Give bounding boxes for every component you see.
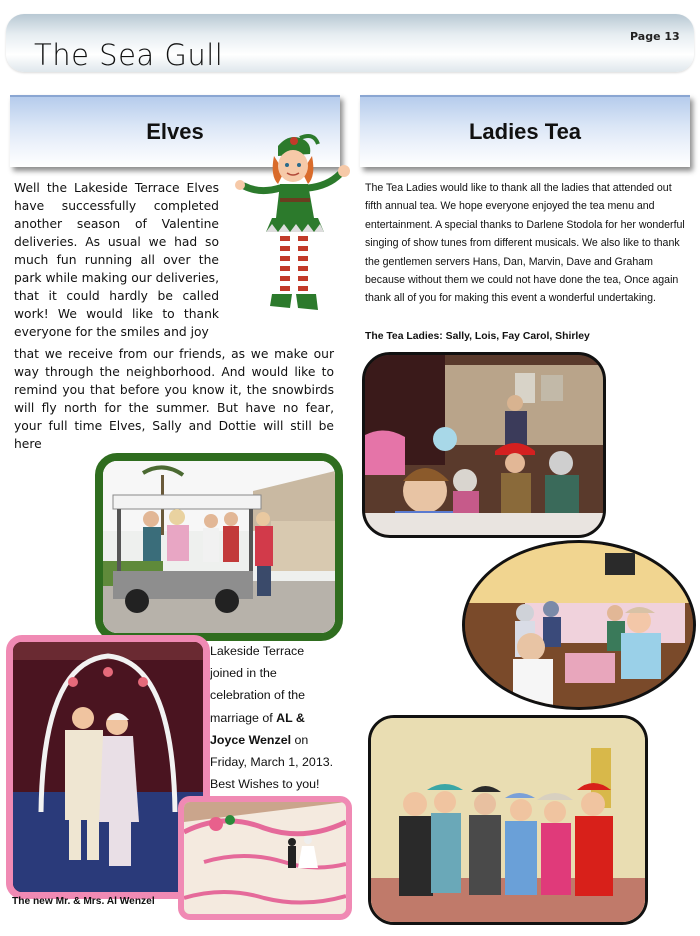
photo-tea-room-icon [365,355,603,535]
photo-wedding-cake-icon [184,802,346,914]
tea-heading: Ladies Tea [468,119,582,144]
wedding-paragraph [210,640,340,795]
page-number: Page 13 [630,30,680,43]
photo-wedding-couple-icon [13,642,203,892]
wedding-text-part1: Lakeside Terrace joined in the celebration of the marriage of [210,644,306,725]
elf-figure-icon [226,132,354,318]
elves-paragraph: Well the Lakeside Terrace Elves have successfully completed another season of Valentine deliveries. As usual we had so much fun running all over the park while making our deliveries, that it could hardly be called work! We would like to thank everyone for the smiles and joy [14,181,219,339]
tea-hats-photo [368,715,648,925]
wedding-caption: The new Mr. & Mrs. Al Wenzel [12,896,155,907]
photo-tea-hats-icon [371,718,645,922]
newsletter-title: The Sea Gull [34,38,224,72]
tea-ladies-line: The Tea Ladies: Sally, Lois, Fay Carol, Shirley [365,331,590,342]
wedding-cake-photo [178,796,352,920]
photo-tea-tables-icon [465,543,693,707]
elves-heading: Elves [146,119,204,144]
tea-room-photo [362,352,606,538]
photo-golf-cart-icon [103,461,335,633]
wedding-couple-names: AL & Joyce Wenzel [210,710,305,747]
golf-cart-photo [95,453,343,641]
wedding-text-part2: on Friday, March 1, 2013. Best Wishes to you! [210,732,334,792]
tea-paragraph: The Tea Ladies would like to thank all the ladies that attended out fifth annual tea. We hope everyone enjoyed the tea menu and entertainment. A special thanks to Darlene Stodola for her wonderful singing of show tunes from different musicals. We also like to thank the gentlemen servers Hans, Dan, Marvin, Dave and Graham because without them we could not have done the tea, Once again thank all of you for making this event a wonderful undertaking. [365,182,685,305]
elves-paragraph-continued: that we receive from our friends, as we make our way through the neighborhood. And would like to remind you that before you know it, the snowbirds will fly north for the summer. But have no fear, your full time Elves, Sally and Dottie will still be here [14,347,334,451]
tea-heading-banner [360,95,690,167]
tea-tables-photo [462,540,696,710]
